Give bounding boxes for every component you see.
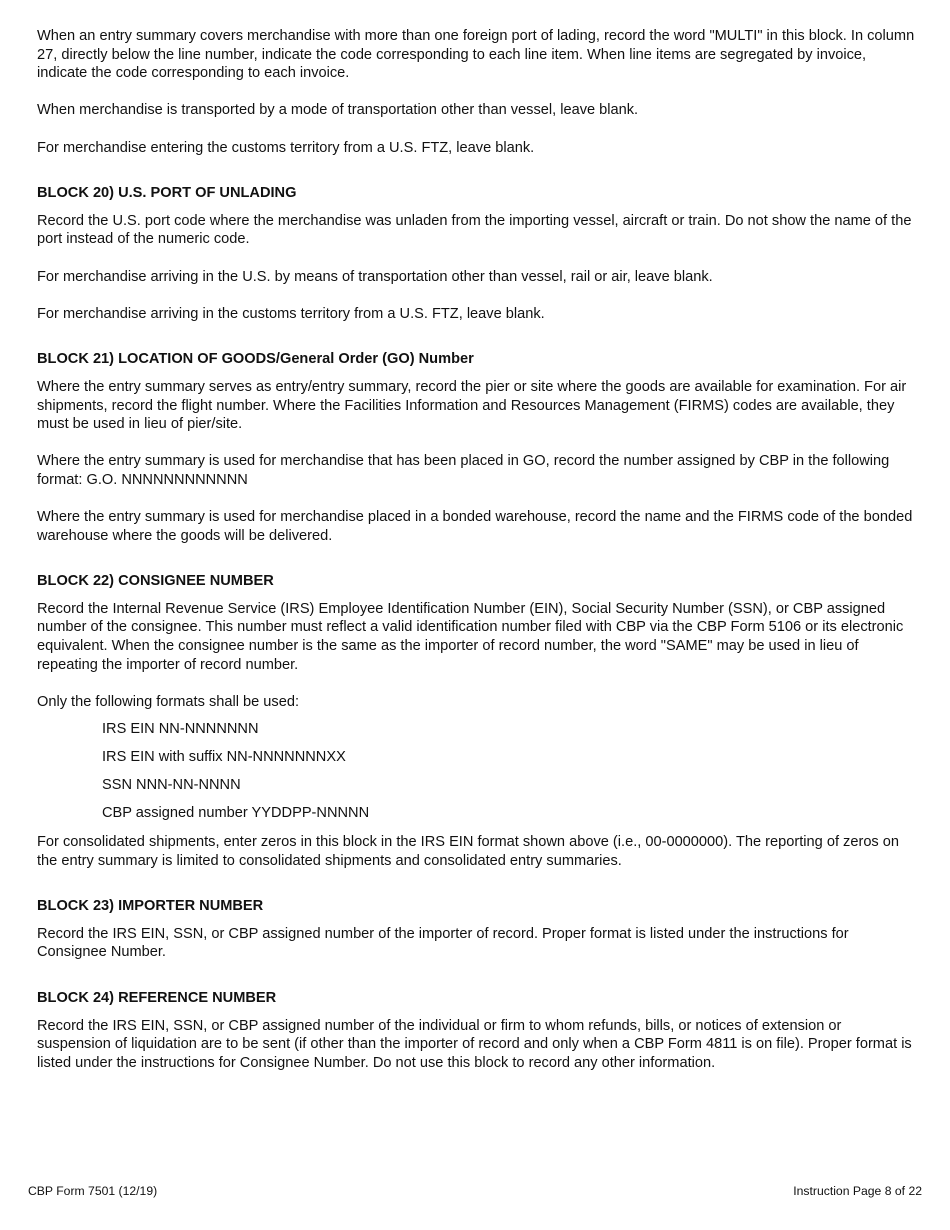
block-21-heading: BLOCK 21) LOCATION OF GOODS/General Order (GO) Number — [37, 351, 474, 368]
paragraph: Record the IRS EIN, SSN, or CBP assigned number of the importer of record. Proper format is listed under the instructions for Consignee Number. — [37, 925, 849, 961]
paragraph: When merchandise is transported by a mode of transportation other than vessel, leave blank. — [37, 102, 639, 119]
paragraph: For consolidated shipments, enter zeros in this block in the IRS EIN format shown above (i.e., 00-0000000). The reporting of zeros on the entry summary is limited to consolidated shipments and consolidated entry summaries. — [37, 833, 900, 869]
format-list — [102, 720, 917, 823]
paragraph: Where the entry summary is used for merchandise placed in a bonded warehouse, record the name and the FIRMS code of the bonded warehouse where the goods will be delivered. — [37, 509, 913, 544]
form-identifier: CBP Form 7501 (12/19) — [28, 1184, 158, 1198]
format-item: IRS EIN with suffix NN-NNNNNNNXX — [102, 749, 346, 766]
paragraph: For merchandise entering the customs territory from a U.S. FTZ, leave blank. — [37, 139, 535, 156]
format-item: CBP assigned number YYDDPP-NNNNN — [102, 805, 370, 822]
block-23-heading: BLOCK 23) IMPORTER NUMBER — [37, 898, 264, 915]
page-number: Instruction Page 8 of 22 — [793, 1184, 922, 1198]
paragraph: When an entry summary covers merchandise with more than one foreign port of lading, record the word "MULTI" in this block. In column 27, directly below the line number, indicate the code corresponding to each line item. When line items are segregated by invoice, indicate the code corresponding to each invoice. — [37, 28, 915, 82]
block-24-heading: BLOCK 24) REFERENCE NUMBER — [37, 989, 277, 1006]
format-item: SSN NNN-NN-NNNN — [102, 777, 241, 794]
format-item: IRS EIN NN-NNNNNNN — [102, 721, 259, 738]
paragraph: Only the following formats shall be used: — [37, 693, 300, 710]
paragraph: Where the entry summary is used for merchandise that has been placed in GO, record the number assigned by CBP in the following format: G.O. NNNNNNNNNNNN — [37, 453, 890, 488]
paragraph: Record the U.S. port code where the merchandise was unladen from the importing vessel, aircraft or train. Do not show the name of the port instead of the numeric code. — [37, 212, 912, 248]
block-20-heading: BLOCK 20) U.S. PORT OF UNLADING — [37, 185, 297, 202]
paragraph: Record the Internal Revenue Service (IRS) Employee Identification Number (EIN), Social Security Number (SSN), or CBP assigned number of the consignee. This number must reflect a valid identification number filed with CBP via the CBP Form 5106 or its electronic equivalent. When the consignee number is the same as the importer of record number, the word "SAME" may be used in lieu of repeating the importer of record number. — [37, 600, 904, 673]
paragraph: Where the entry summary serves as entry/entry summary, record the pier or site where the goods are available for examination. For air shipments, record the flight number. Where the Facilities Information and Resources Management (FIRMS) codes are available, they must be used in lieu of pier/site. — [37, 378, 907, 433]
paragraph: For merchandise arriving in the U.S. by means of transportation other than vessel, rail or air, leave blank. — [37, 268, 713, 285]
paragraph: Record the IRS EIN, SSN, or CBP assigned number of the individual or firm to whom refunds, bills, or notices of extension or suspension of liquidation are to be sent (if other than the importer of record and only when a CBP Form 4811 is on file). Proper format is listed under the instructions for Consignee Number. Do not use this block to record any other information. — [37, 1017, 912, 1071]
paragraph: For merchandise arriving in the customs territory from a U.S. FTZ, leave blank. — [37, 305, 545, 322]
block-22-heading: BLOCK 22) CONSIGNEE NUMBER — [37, 573, 274, 590]
document-body — [37, 27, 917, 1091]
